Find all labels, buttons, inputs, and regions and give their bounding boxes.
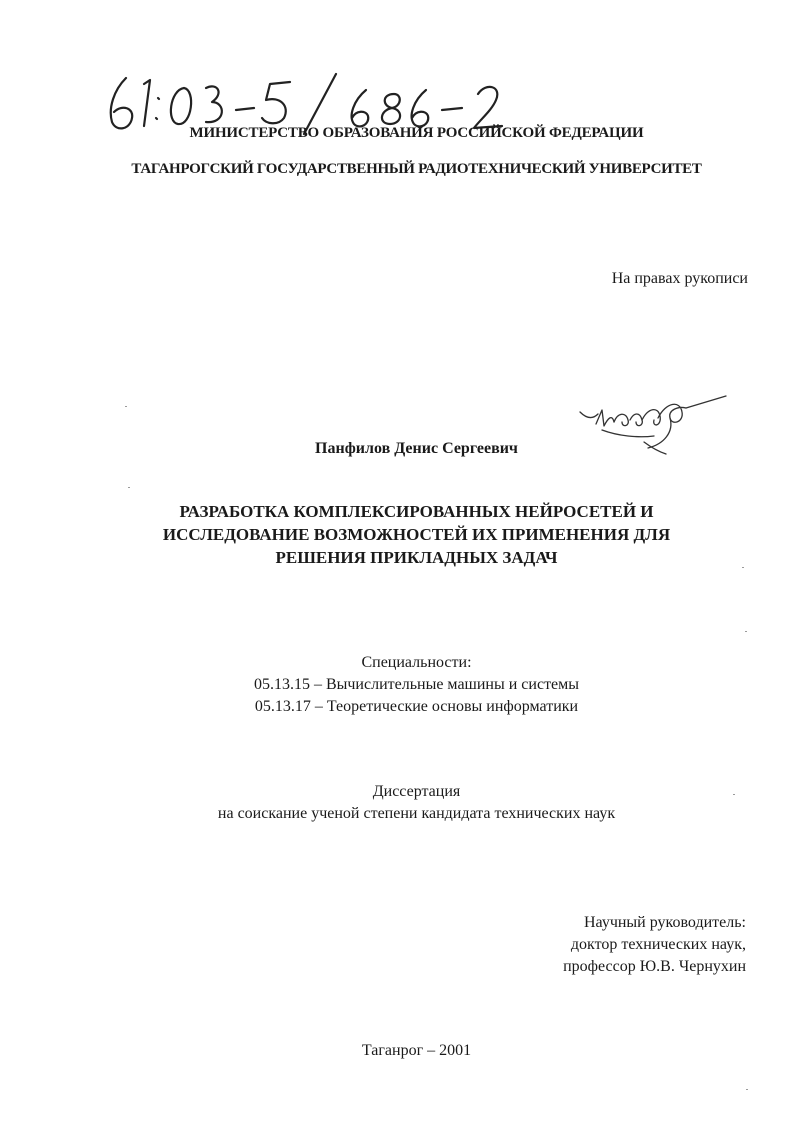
dissertation-block [0,781,793,825]
ministry-heading: МИНИСТЕРСТВО ОБРАЗОВАНИЯ РОССИЙСКОЙ ФЕДЕРАЦИИ [189,125,644,141]
scan-speck [745,631,747,632]
dissertation-title [0,500,793,569]
scan-speck [128,487,130,488]
city-year: Таганрог – 2001 [361,1042,472,1059]
scan-speck [125,406,127,407]
rights-note: На правах рукописи [611,270,748,287]
author-name: Панфилов Денис Сергеевич [315,440,518,457]
title-line: РЕШЕНИЯ ПРИКЛАДНЫХ ЗАДАЧ [275,548,558,567]
advisor-block [563,912,746,978]
specialties-label: Специальности: [361,654,472,671]
scan-speck [733,794,735,795]
specialty-item: 05.13.17 – Теоретические основы информатики [254,698,579,715]
advisor-degree: доктор технических наук, [570,936,746,953]
title-line: ИССЛЕДОВАНИЕ ВОЗМОЖНОСТЕЙ ИХ ПРИМЕНЕНИЯ ДЛЯ [162,525,671,544]
scan-speck [742,567,744,568]
university-heading: ТАГАНРОГСКИЙ ГОСУДАРСТВЕННЫЙ РАДИОТЕХНИЧЕСКИЙ УНИВЕРСИТЕТ [131,161,702,177]
scan-speck [746,1089,748,1090]
specialties-block [0,652,793,718]
dissertation-type: Диссертация [372,783,461,800]
specialty-item: 05.13.15 – Вычислительные машины и системы [253,676,580,693]
dissertation-purpose: на соискание ученой степени кандидата технических наук [217,805,616,822]
advisor-label: Научный руководитель: [583,914,746,931]
advisor-name: профессор Ю.В. Чернухин [563,958,746,975]
title-line: РАЗРАБОТКА КОМПЛЕКСИРОВАННЫХ НЕЙРОСЕТЕЙ И [179,502,654,521]
